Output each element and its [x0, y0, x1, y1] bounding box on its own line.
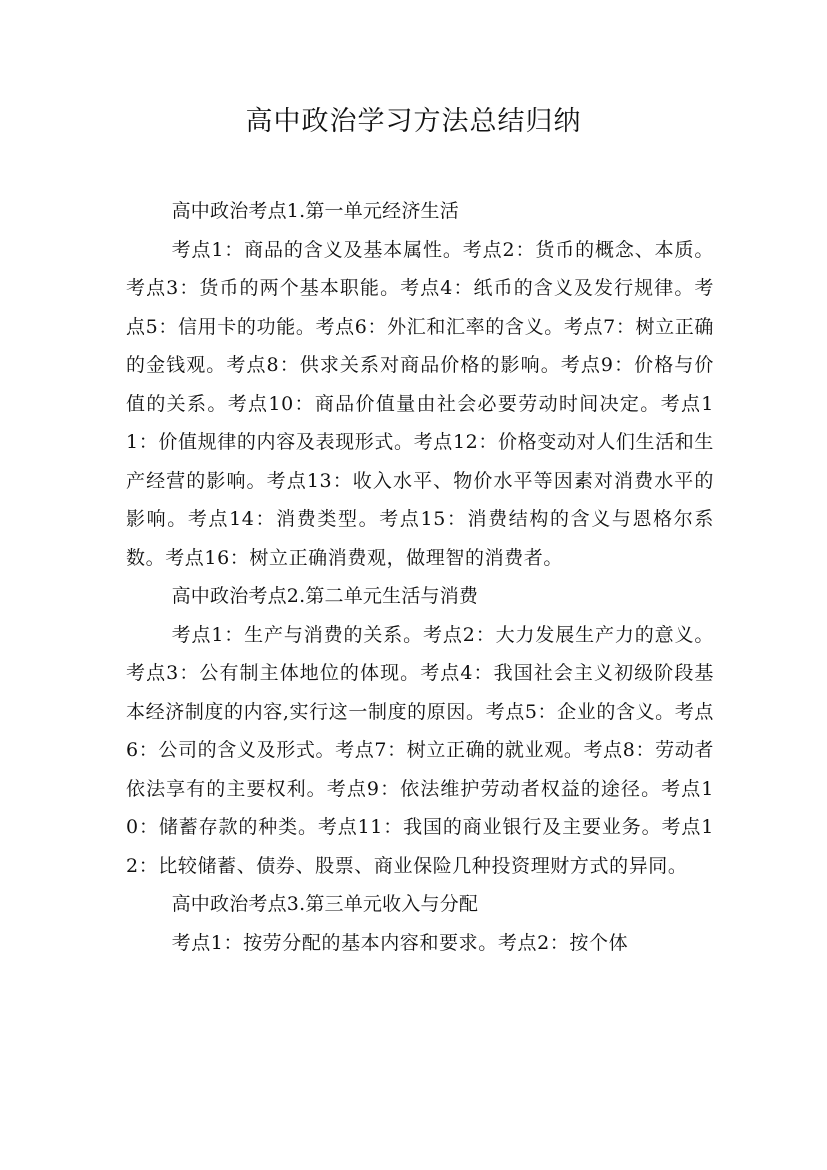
section-heading-2: 高中政治考点2.第二单元生活与消费 [171, 585, 479, 607]
section-heading-1: 高中政治考点1.第一单元经济生活 [171, 200, 459, 222]
document-body [126, 192, 714, 962]
section-3-content: 考点1：按劳分配的基本内容和要求。考点2：按个体 [171, 931, 629, 954]
section-heading-3: 高中政治考点3.第三单元收入与分配 [171, 893, 479, 915]
document-title: 高中政治学习方法总结归纳 [245, 106, 582, 137]
section-1-content: 考点1：商品的含义及基本属性。考点2：货币的概念、本质。考点3：货币的两个基本职能。考点4：纸币的含义及发行规律。考点5：信用卡的功能。考点6：外汇和汇率的含义。考点7：树立正确的金钱观。考点8：供求关系对商品价格的影响。考点9：价格与价值的关系。考点10：商品价值量由社会必要劳动时间决定。考点11：价值规律的内容及表现形式。考点12：价格变动对人们生活和生产经营的影响。考点13：收入水平、物价水平等因素对消费水平的影响。考点14：消费类型。考点15：消费结构的含义与恩格尔系数。考点16：树立正确消费观，做理智的消费者。 [126, 238, 714, 569]
section-2-content: 考点1：生产与消费的关系。考点2：大力发展生产力的意义。考点3：公有制主体地位的体现。考点4：我国社会主义初级阶段基本经济制度的内容,实行这一制度的原因。考点5：企业的含义。考点6：公司的含义及形式。考点7：树立正确的就业观。考点8：劳动者依法享有的主要权利。考点9：依法维护劳动者权益的途径。考点10：储蓄存款的种类。考点11：我国的商业银行及主要业务。考点12：比较储蓄、债券、股票、商业保险几种投资理财方式的异同。 [126, 623, 714, 877]
